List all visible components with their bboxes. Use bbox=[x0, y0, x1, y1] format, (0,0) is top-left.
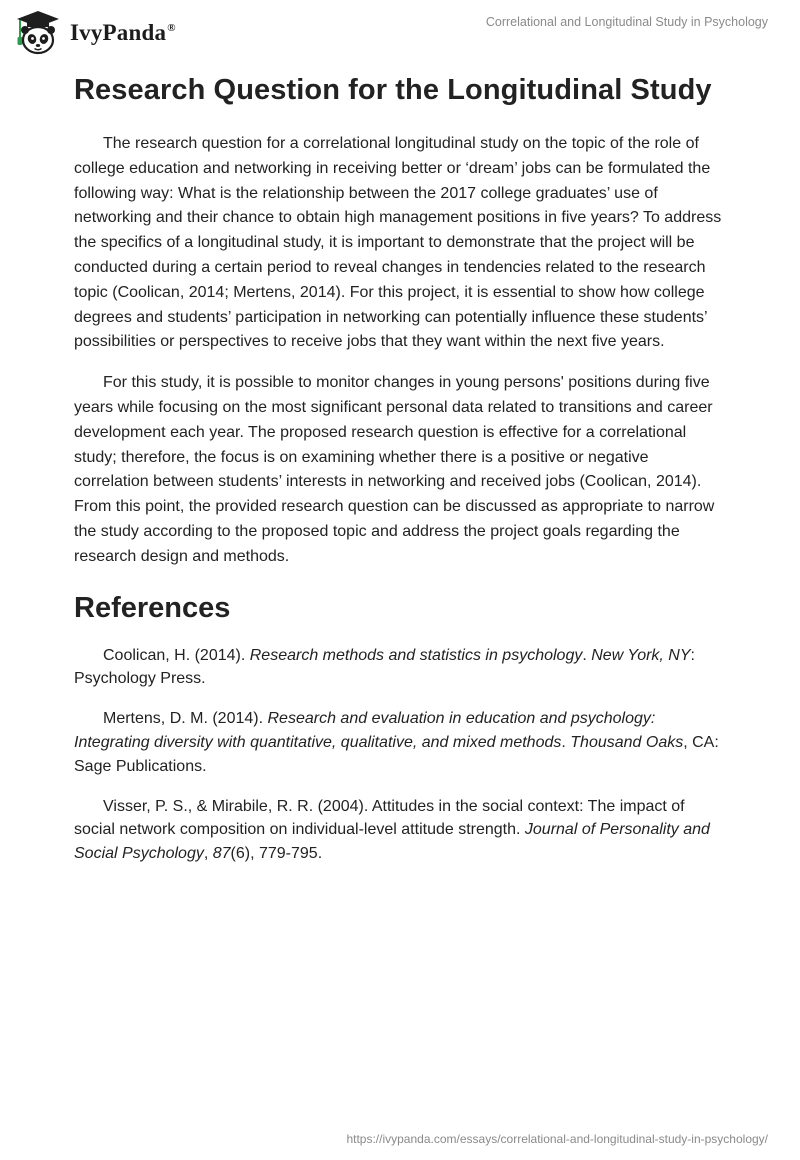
page-header bbox=[0, 0, 800, 60]
body-paragraph-2: For this study, it is possible to monitor changes in young persons' positions during five years while focusing on the most significant personal data related to transitions and career development each year. The proposed research question is effective for a correlational study; therefore, the focus is on examining whether there is a positive or negative correlation between students’ interests in networking and received jobs (Coolican, 2014). From this point, the provided research question can be discussed as appropriate to narrow the study according to the proposed topic and address the project goals regarding the research design and methods. bbox=[74, 374, 715, 565]
panda-graduate-icon bbox=[12, 8, 64, 56]
running-title: Correlational and Longitudinal Study in Psychology bbox=[485, 15, 768, 29]
page-title: Research Question for the Longitudinal Study bbox=[74, 74, 712, 106]
brand-name: IvyPanda® bbox=[70, 19, 176, 45]
body-paragraph-1: The research question for a correlational longitudinal study on the topic of the role of college education and networking in receiving better or ‘dream’ jobs can be formulated the following way: What is the relationship between the 2017 college graduates’ use of networking and their chance to obtain high management positions in five years? To address the specifics of a longitudinal study, it is important to demonstrate that the project will be conducted during a certain period to reveal changes in tendencies related to the research topic (Coolican, 2014; Mertens, 2014). For this project, it is essential to show how college degrees and students’ participation in networking can potentially influence these students’ possibilities or perspectives to receive jobs that they want within the next five years. bbox=[74, 135, 722, 351]
references-heading: References bbox=[74, 591, 231, 624]
reference-item: Coolican, H. (2014). Research methods and statistics in psychology. New York, NY: Psychology Press. bbox=[74, 646, 695, 688]
reference-item: Mertens, D. M. (2014). Research and evaluation in education and psychology: Integrating diversity with quantitative, qualitative, and mixed methods. Thousand Oaks, CA: Sage Publications. bbox=[74, 710, 719, 775]
reference-item: Visser, P. S., & Mirabile, R. R. (2004). Attitudes in the social context: The impact of social network composition on individual-level attitude strength. Journal of Personality and Social Psychology, 87(6), 779-795. bbox=[74, 797, 710, 863]
ivypanda-logo[interactable] bbox=[12, 8, 176, 56]
main-section bbox=[74, 132, 726, 570]
source-url[interactable]: https://ivypanda.com/essays/correlational-and-longitudinal-study-in-psychology/ bbox=[346, 1132, 768, 1146]
references-list bbox=[74, 644, 726, 866]
essay-content bbox=[74, 68, 726, 882]
